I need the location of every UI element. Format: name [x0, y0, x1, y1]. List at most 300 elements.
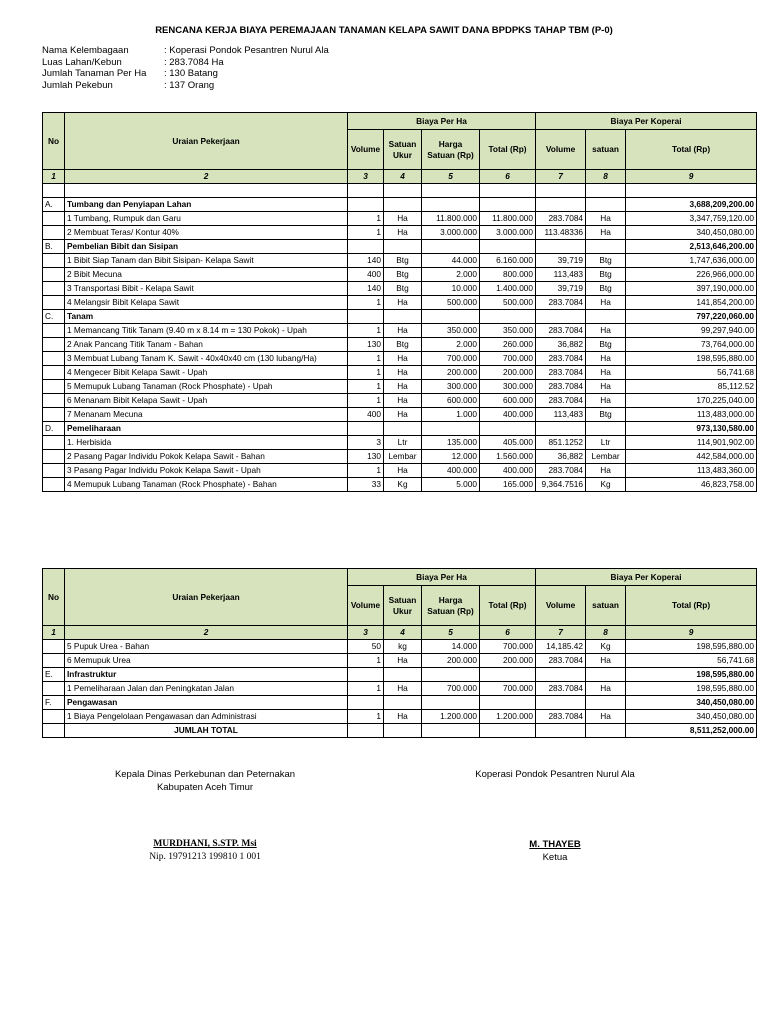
header-harga-satuan: Harga Satuan (Rp)	[422, 130, 480, 170]
section-row	[43, 310, 757, 324]
signer-name: MURDHANI, S.STP. Msi	[153, 839, 257, 849]
table-cell: 198,595,880.00	[626, 352, 757, 366]
table-cell: 200.000	[480, 654, 536, 668]
table-cell	[384, 310, 422, 324]
table-cell: 113,483	[536, 408, 586, 422]
table-cell: Btg	[384, 338, 422, 352]
table-row	[43, 380, 757, 394]
table-row	[43, 710, 757, 724]
table-cell: Ha	[586, 296, 626, 310]
table-cell: 198,595,880.00	[626, 668, 757, 682]
signer-role: Ketua	[542, 852, 568, 863]
table-cell	[422, 198, 480, 212]
table-cell: 56,741.68	[626, 366, 757, 380]
table-cell: 5.000	[422, 478, 480, 492]
table-cell	[43, 296, 65, 310]
table-cell	[43, 380, 65, 394]
table-cell: 260.000	[480, 338, 536, 352]
table-cell: Ha	[384, 394, 422, 408]
table-cell	[43, 282, 65, 296]
column-number: 9	[626, 170, 757, 184]
table-row	[43, 338, 757, 352]
signature-right	[420, 768, 690, 864]
header-biaya-per-ha: Biaya Per Ha	[348, 113, 536, 130]
signer-org-line1: Kepala Dinas Perkebunan dan Peternakan	[114, 769, 296, 780]
table-row	[43, 296, 757, 310]
table-cell: Ha	[586, 226, 626, 240]
table-cell: 1.200.000	[422, 710, 480, 724]
table-cell: Ha	[586, 380, 626, 394]
document-title: RENCANA KERJA BIAYA PEREMAJAAN TANAMAN KELAPA SAWIT DANA BPDPKS TAHAP TBM (P-0)	[155, 25, 613, 36]
table-cell: 797,220,060.00	[626, 310, 757, 324]
table-cell: Ha	[586, 464, 626, 478]
table-cell: 39,719	[536, 254, 586, 268]
table-row	[43, 394, 757, 408]
table-cell: 10.000	[422, 282, 480, 296]
table-cell: Ha	[586, 352, 626, 366]
table-row	[43, 654, 757, 668]
table-cell	[586, 422, 626, 436]
table-cell	[586, 724, 626, 738]
header-row	[43, 569, 757, 586]
table-cell: 442,584,000.00	[626, 450, 757, 464]
table-cell: 283.7084	[536, 380, 586, 394]
column-number: 4	[384, 170, 422, 184]
table-cell: 73,764,000.00	[626, 338, 757, 352]
table-cell	[480, 696, 536, 710]
table-cell: 200.000	[422, 366, 480, 380]
table-cell: 5 Memupuk Lubang Tanaman (Rock Phosphate) - Upah	[65, 380, 348, 394]
table-row	[43, 640, 757, 654]
table-row	[43, 464, 757, 478]
section-row	[43, 668, 757, 682]
budget-table-1	[42, 112, 757, 492]
table-cell: 400.000	[422, 464, 480, 478]
table-cell	[586, 696, 626, 710]
table-cell	[536, 240, 586, 254]
table-row	[43, 436, 757, 450]
table-cell: 2.000	[422, 338, 480, 352]
table-cell: 198,595,880.00	[626, 640, 757, 654]
table-cell: 851.1252	[536, 436, 586, 450]
column-number: 2	[65, 170, 348, 184]
column-number: 1	[43, 626, 65, 640]
table-cell: Kg	[384, 478, 422, 492]
meta-row	[42, 57, 329, 69]
table-cell: Ha	[384, 710, 422, 724]
table-cell: 1	[348, 226, 384, 240]
table-cell	[43, 408, 65, 422]
table-cell	[422, 696, 480, 710]
meta-info	[42, 45, 329, 91]
table-cell	[422, 422, 480, 436]
meta-label: Luas Lahan/Kebun	[42, 56, 122, 68]
table-cell: 6.160.000	[480, 254, 536, 268]
table-cell: Ha	[586, 324, 626, 338]
header-volume-koperasi: Volume	[536, 130, 586, 170]
table-cell: 400.000	[480, 464, 536, 478]
table-cell: 198,595,880.00	[626, 682, 757, 696]
column-number: 2	[65, 626, 348, 640]
table-cell: 3 Membuat Lubang Tanam K. Sawit - 40x40x40 cm (130 lubang/Ha)	[65, 352, 348, 366]
table-cell: 46,823,758.00	[626, 478, 757, 492]
table-cell: 400.000	[480, 408, 536, 422]
header-uraian: Uraian Pekerjaan	[65, 113, 348, 170]
table-cell: 130	[348, 450, 384, 464]
header-total: Total (Rp)	[480, 586, 536, 626]
table-cell	[422, 668, 480, 682]
table-cell: 12.000	[422, 450, 480, 464]
table-cell: 283.7084	[536, 366, 586, 380]
table-cell	[536, 696, 586, 710]
table-cell	[348, 422, 384, 436]
table-cell: 2 Membuat Teras/ Kontur 40%	[65, 226, 348, 240]
budget-table-2	[42, 568, 757, 738]
table-cell: 113,483	[536, 268, 586, 282]
table-cell	[348, 310, 384, 324]
table-cell	[586, 198, 626, 212]
table-cell: 36,882	[536, 338, 586, 352]
meta-value: : Koperasi Pondok Pesantren Nurul Ala	[164, 45, 329, 56]
table-cell: B.	[43, 240, 65, 254]
header-volume: Volume	[348, 586, 384, 626]
header-harga-satuan: Harga Satuan (Rp)	[422, 586, 480, 626]
column-number: 6	[480, 626, 536, 640]
header-no: No	[43, 113, 65, 170]
table-cell: 39,719	[536, 282, 586, 296]
header-satuan-ukur: Satuan Ukur	[384, 586, 422, 626]
header-uraian: Uraian Pekerjaan	[65, 569, 348, 626]
table-row	[43, 682, 757, 696]
table-cell: 283.7084	[536, 296, 586, 310]
table-cell	[536, 724, 586, 738]
table-cell: Btg	[384, 282, 422, 296]
table-cell: 14.000	[422, 640, 480, 654]
table-cell: 3,347,759,120.00	[626, 212, 757, 226]
table-row	[43, 324, 757, 338]
table-cell	[43, 268, 65, 282]
table-cell: 1	[348, 710, 384, 724]
table-cell: 350.000	[422, 324, 480, 338]
table-cell: Ha	[384, 324, 422, 338]
column-number: 1	[43, 170, 65, 184]
table-cell: Kg	[586, 640, 626, 654]
section-row	[43, 198, 757, 212]
table-cell: 113,483,360.00	[626, 464, 757, 478]
table-cell: 5 Pupuk Urea - Bahan	[65, 640, 348, 654]
table-cell: 600.000	[480, 394, 536, 408]
table-cell: 1 Biaya Pengelolaan Pengawasan dan Administrasi	[65, 710, 348, 724]
table-cell: 2,513,646,200.00	[626, 240, 757, 254]
table-cell	[536, 310, 586, 324]
table-cell: Ha	[586, 366, 626, 380]
table-cell: 1.560.000	[480, 450, 536, 464]
table-cell: Ha	[384, 226, 422, 240]
column-number: 3	[348, 626, 384, 640]
table-cell: 700.000	[480, 352, 536, 366]
table-cell: 3	[348, 436, 384, 450]
table-cell	[384, 240, 422, 254]
table-cell: 11.800.000	[480, 212, 536, 226]
meta-row	[42, 68, 329, 80]
table-cell: Ha	[384, 212, 422, 226]
table-cell	[384, 198, 422, 212]
header-volume-koperasi: Volume	[536, 586, 586, 626]
table-cell	[43, 724, 65, 738]
table-cell: Ha	[586, 394, 626, 408]
spacer-row	[43, 184, 757, 198]
table-cell	[43, 450, 65, 464]
table-cell: 1.000	[422, 408, 480, 422]
header-satuan-ukur: Satuan Ukur	[384, 130, 422, 170]
table-cell: 1	[348, 394, 384, 408]
table-cell: 6 Menanam Bibit Kelapa Sawit - Upah	[65, 394, 348, 408]
table-cell: 2 Anak Pancang Titik Tanam - Bahan	[65, 338, 348, 352]
table-cell: 130	[348, 338, 384, 352]
meta-value: : 130 Batang	[164, 68, 218, 80]
column-number: 4	[384, 626, 422, 640]
table-row	[43, 212, 757, 226]
table-cell: Btg	[586, 408, 626, 422]
table-cell	[43, 366, 65, 380]
table-cell	[43, 226, 65, 240]
table-cell: Btg	[586, 282, 626, 296]
table-cell: 800.000	[480, 268, 536, 282]
table-cell	[586, 240, 626, 254]
table-cell	[43, 254, 65, 268]
table-cell: 1	[348, 366, 384, 380]
table-cell: Btg	[586, 338, 626, 352]
table-cell: Ha	[384, 296, 422, 310]
column-number-row	[43, 170, 757, 184]
table-cell: Ha	[384, 682, 422, 696]
table-cell: 4 Mengecer Bibit Kelapa Sawit - Upah	[65, 366, 348, 380]
table-cell: 700.000	[422, 682, 480, 696]
table-cell: E.	[43, 668, 65, 682]
table-cell: A.	[43, 198, 65, 212]
table-cell: 1	[348, 464, 384, 478]
table-cell: Pembelian Bibit dan Sisipan	[65, 240, 348, 254]
table-row	[43, 408, 757, 422]
table-cell	[348, 696, 384, 710]
table-cell: F.	[43, 696, 65, 710]
table-cell: 7 Menanam Mecuna	[65, 408, 348, 422]
table-cell: 340,450,080.00	[626, 710, 757, 724]
table-cell: Pengawasan	[65, 696, 348, 710]
table-cell: 140	[348, 282, 384, 296]
table-cell	[422, 240, 480, 254]
table-cell: 36,882	[536, 450, 586, 464]
table-cell	[43, 654, 65, 668]
total-row	[43, 724, 757, 738]
table-cell	[43, 352, 65, 366]
table-cell: 1	[348, 380, 384, 394]
table-cell	[348, 724, 384, 738]
table-cell: 283.7084	[536, 654, 586, 668]
column-number: 8	[586, 626, 626, 640]
table-cell: Lembar	[384, 450, 422, 464]
table-cell: 1,747,636,000.00	[626, 254, 757, 268]
table-row	[43, 450, 757, 464]
table-cell: 1	[348, 682, 384, 696]
table-cell: 400	[348, 408, 384, 422]
header-total-koperasi: Total (Rp)	[626, 586, 757, 626]
table-cell	[422, 310, 480, 324]
table-cell	[480, 668, 536, 682]
table-cell: 340,450,080.00	[626, 226, 757, 240]
table-cell: 1 Tumbang, Rumpuk dan Garu	[65, 212, 348, 226]
signature-left	[60, 768, 350, 864]
column-number: 5	[422, 626, 480, 640]
table-cell: 11.800.000	[422, 212, 480, 226]
meta-label: Jumlah Tanaman Per Ha	[42, 68, 147, 80]
table-cell: 283.7084	[536, 394, 586, 408]
table-cell: C.	[43, 310, 65, 324]
table-cell: Ha	[384, 408, 422, 422]
table-cell: 600.000	[422, 394, 480, 408]
meta-label: Jumlah Pekebun	[42, 79, 113, 91]
table-cell: 1. Herbisida	[65, 436, 348, 450]
table-cell	[384, 696, 422, 710]
table-row	[43, 282, 757, 296]
table-cell: 44.000	[422, 254, 480, 268]
table-cell: Infrastruktur	[65, 668, 348, 682]
table-cell: 3.000.000	[480, 226, 536, 240]
table-row	[43, 268, 757, 282]
column-number-row	[43, 626, 757, 640]
table-cell: 340,450,080.00	[626, 696, 757, 710]
table-cell: Btg	[586, 268, 626, 282]
table-row	[43, 366, 757, 380]
table-cell: 33	[348, 478, 384, 492]
table-cell	[43, 338, 65, 352]
header-total-koperasi: Total (Rp)	[626, 130, 757, 170]
table-cell: 56,741.68	[626, 654, 757, 668]
table-cell: Btg	[586, 254, 626, 268]
column-number: 6	[480, 170, 536, 184]
table-cell: 3.000.000	[422, 226, 480, 240]
table-cell: 1	[348, 296, 384, 310]
meta-label: Nama Kelembagaan	[42, 45, 129, 56]
table-cell: Btg	[384, 268, 422, 282]
table-cell: 200.000	[480, 366, 536, 380]
header-no: No	[43, 569, 65, 626]
section-row	[43, 422, 757, 436]
table-cell: 113.48336	[536, 226, 586, 240]
meta-value: : 137 Orang	[164, 79, 215, 91]
table-cell: 140	[348, 254, 384, 268]
table-cell	[536, 198, 586, 212]
header-biaya-per-koperasi: Biaya Per Koperai	[536, 569, 757, 586]
column-number: 7	[536, 626, 586, 640]
table-cell	[43, 212, 65, 226]
table-cell	[348, 198, 384, 212]
table-cell	[43, 436, 65, 450]
table-cell: 405.000	[480, 436, 536, 450]
signer-nip: Nip. 19791213 199810 1 001	[149, 852, 261, 862]
table-cell: Ha	[586, 710, 626, 724]
meta-row	[42, 80, 329, 92]
table-cell: Ha	[586, 212, 626, 226]
header-biaya-per-koperasi: Biaya Per Koperai	[536, 113, 757, 130]
table-cell: 200.000	[422, 654, 480, 668]
table-cell: 1	[348, 324, 384, 338]
section-row	[43, 240, 757, 254]
table-cell	[586, 668, 626, 682]
table-cell: Ha	[586, 654, 626, 668]
header-total: Total (Rp)	[480, 130, 536, 170]
table-cell: 2.000	[422, 268, 480, 282]
column-number: 7	[536, 170, 586, 184]
table-cell	[384, 668, 422, 682]
table-cell: 283.7084	[536, 352, 586, 366]
table-cell: 14,185.42	[536, 640, 586, 654]
table-cell: 400	[348, 268, 384, 282]
table-cell: 170,225,040.00	[626, 394, 757, 408]
table-cell: 2 Pasang Pagar Individu Pokok Kelapa Sawit - Bahan	[65, 450, 348, 464]
table-cell	[586, 310, 626, 324]
table-cell: 1	[348, 212, 384, 226]
signer-name: M. THAYEB	[529, 839, 581, 850]
table-cell	[536, 668, 586, 682]
table-cell	[43, 710, 65, 724]
table-cell	[43, 478, 65, 492]
header-satuan: satuan	[586, 586, 626, 626]
table-cell: D.	[43, 422, 65, 436]
table-cell: 114,901,902.00	[626, 436, 757, 450]
table-cell: Tumbang dan Penyiapan Lahan	[65, 198, 348, 212]
table-cell: 500.000	[480, 296, 536, 310]
table-cell: 973,130,580.00	[626, 422, 757, 436]
table-cell: 1	[348, 352, 384, 366]
table-cell: Ltr	[384, 436, 422, 450]
table-cell	[384, 422, 422, 436]
column-number: 3	[348, 170, 384, 184]
table-cell	[43, 640, 65, 654]
table-cell: 135.000	[422, 436, 480, 450]
table-row	[43, 352, 757, 366]
table-cell: 3 Pasang Pagar Individu Pokok Kelapa Sawit - Upah	[65, 464, 348, 478]
table-cell: Tanam	[65, 310, 348, 324]
table-cell: 113,483,000.00	[626, 408, 757, 422]
table-cell: 397,190,000.00	[626, 282, 757, 296]
table-cell: Pemeliharaan	[65, 422, 348, 436]
section-row	[43, 696, 757, 710]
table-cell: 9,364.7516	[536, 478, 586, 492]
table-cell: Ha	[384, 352, 422, 366]
table-cell	[348, 668, 384, 682]
table-cell: Ha	[384, 366, 422, 380]
table-cell: 700.000	[480, 640, 536, 654]
table-cell: 1 Memancang Titik Tanam (9.40 m x 8.14 m = 130 Pokok) - Upah	[65, 324, 348, 338]
table-cell: 283.7084	[536, 212, 586, 226]
table-cell: 3 Transportasi Bibit - Kelapa Sawit	[65, 282, 348, 296]
signer-org: Koperasi Pondok Pesantren Nurul Ala	[475, 769, 635, 780]
table-cell: Lembar	[586, 450, 626, 464]
table-cell: Ltr	[586, 436, 626, 450]
header-biaya-per-ha: Biaya Per Ha	[348, 569, 536, 586]
table-cell: 4 Memupuk Lubang Tanaman (Rock Phosphate) - Bahan	[65, 478, 348, 492]
table-cell: 8,511,252,000.00	[626, 724, 757, 738]
header-row	[43, 113, 757, 130]
table-cell: 500.000	[422, 296, 480, 310]
table-row	[43, 478, 757, 492]
table-cell	[43, 464, 65, 478]
meta-row	[42, 45, 329, 57]
table-cell	[480, 724, 536, 738]
column-number: 5	[422, 170, 480, 184]
meta-value: : 283.7084 Ha	[164, 56, 224, 68]
